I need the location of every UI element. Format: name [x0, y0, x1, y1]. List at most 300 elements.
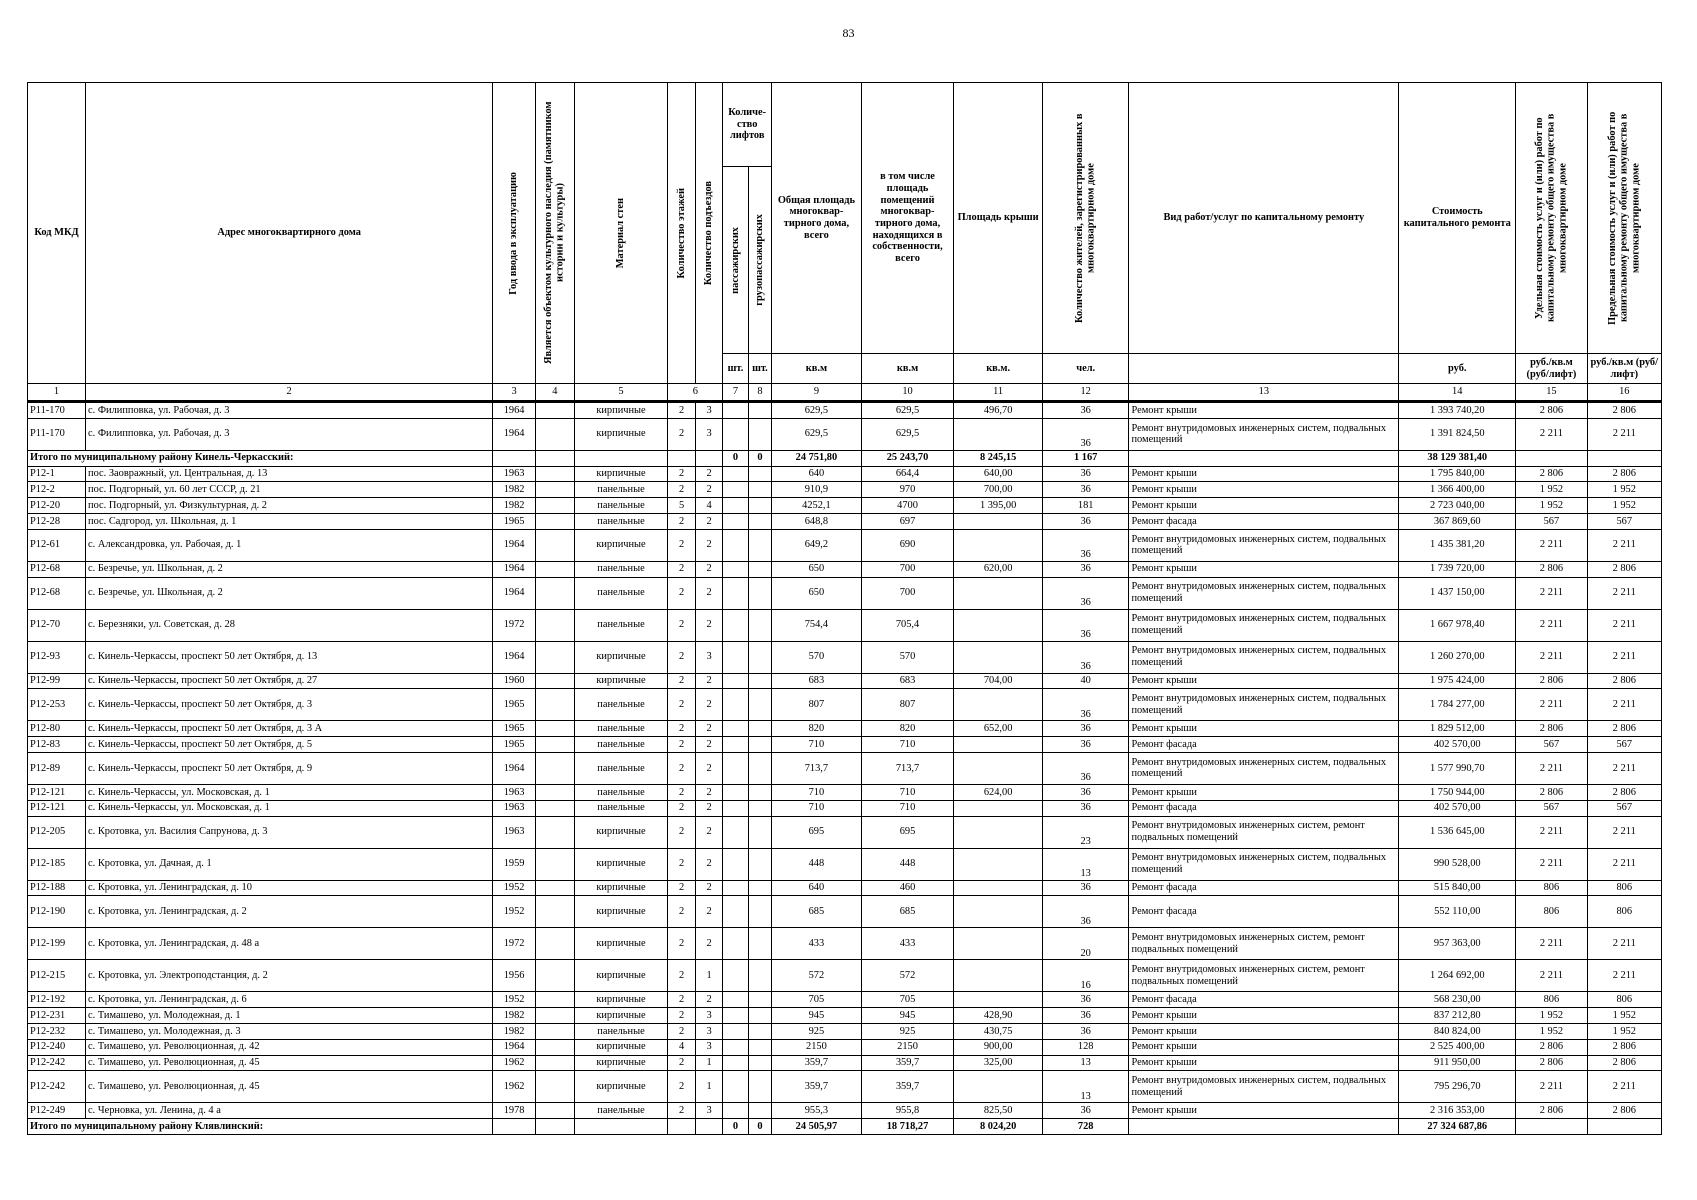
cell-heritage [535, 1055, 574, 1071]
cell-max-cost: 1 952 [1587, 1023, 1661, 1039]
cell-roof-area [954, 577, 1043, 609]
cell-heritage [535, 992, 574, 1008]
cell-lifts-passenger [723, 816, 748, 848]
unit-roof-area: кв.м. [954, 354, 1043, 384]
cell-total-area: 650 [772, 577, 862, 609]
cell-entrances: 2 [695, 848, 722, 880]
cell-heritage [535, 529, 574, 561]
cell-max-cost: 2 211 [1587, 689, 1661, 721]
table-row [28, 960, 1662, 992]
cell-lifts-cargo [748, 513, 771, 529]
cell-total-area: 710 [772, 784, 862, 800]
cell-work-type: Ремонт внутридомовых инженерных систем, подвальных помещений [1129, 529, 1399, 561]
total-cost: 27 324 687,86 [1399, 1119, 1516, 1135]
cell-floors: 4 [668, 1039, 695, 1055]
cell-heritage [535, 1103, 574, 1119]
cell-roof-area: 700,00 [954, 482, 1043, 498]
cell-entrances: 1 [695, 1071, 722, 1103]
cell-residents: 36 [1042, 418, 1129, 450]
cell-entrances: 2 [695, 673, 722, 689]
cell-owned-area: 460 [861, 880, 954, 896]
cell-year: 1982 [493, 498, 536, 514]
table-row [28, 1023, 1662, 1039]
cell-cost: 515 840,00 [1399, 880, 1516, 896]
cell-address: с. Черновка, ул. Ленина, д. 4 а [86, 1103, 493, 1119]
cell-owned-area: 705 [861, 992, 954, 1008]
cell-floors: 2 [668, 529, 695, 561]
cell-cost: 990 528,00 [1399, 848, 1516, 880]
cell-roof-area: 620,00 [954, 561, 1043, 577]
cell-total-area: 925 [772, 1023, 862, 1039]
cell-work-type: Ремонт крыши [1129, 561, 1399, 577]
cell-entrances: 3 [695, 1023, 722, 1039]
cell-max-cost: 806 [1587, 880, 1661, 896]
cell-max-cost: 2 806 [1587, 402, 1661, 419]
header-lifts: Количе-ство лифтов [723, 83, 772, 167]
cell-heritage [535, 737, 574, 753]
cell-floors [668, 1119, 695, 1135]
cell-code: Р12-61 [28, 529, 86, 561]
cell-work-type: Ремонт фасада [1129, 800, 1399, 816]
cell-max-cost: 2 211 [1587, 529, 1661, 561]
cell-total-area: 955,3 [772, 1103, 862, 1119]
cell-unit-cost: 2 211 [1516, 689, 1587, 721]
cell-cost: 837 212,80 [1399, 1008, 1516, 1024]
cell-material: панельные [574, 513, 668, 529]
cell-residents: 16 [1042, 960, 1129, 992]
cell-work-type: Ремонт внутридомовых инженерных систем, подвальных помещений [1129, 689, 1399, 721]
cell-address: с. Филипповка, ул. Рабочая, д. 3 [86, 402, 493, 419]
cell-floors: 2 [668, 848, 695, 880]
cell-work-type: Ремонт крыши [1129, 1103, 1399, 1119]
cell-owned-area: 700 [861, 577, 954, 609]
cell-owned-area: 695 [861, 816, 954, 848]
cell-code: Р12-28 [28, 513, 86, 529]
column-number: 10 [861, 384, 954, 402]
cell-lifts-passenger [723, 402, 748, 419]
cell-heritage [535, 816, 574, 848]
table-row [28, 880, 1662, 896]
cell-lifts-cargo [748, 1071, 771, 1103]
cell-roof-area: 1 395,00 [954, 498, 1043, 514]
column-number: 13 [1129, 384, 1399, 402]
cell-address: с. Кротовка, ул. Ленинградская, д. 6 [86, 992, 493, 1008]
table-row [28, 673, 1662, 689]
cell-cost: 1 437 150,00 [1399, 577, 1516, 609]
cell-work-type: Ремонт внутридомовых инженерных систем, подвальных помещений [1129, 609, 1399, 641]
header-heritage: Является объектом культурного наследия (памятником истории и культуры) [535, 83, 574, 384]
cell-work-type: Ремонт крыши [1129, 1039, 1399, 1055]
cell-heritage [535, 896, 574, 928]
cell-material: панельные [574, 498, 668, 514]
cell-entrances: 1 [695, 960, 722, 992]
cell-floors: 2 [668, 752, 695, 784]
cell-lifts-cargo [748, 752, 771, 784]
cell-heritage [535, 752, 574, 784]
cell-work [1129, 1119, 1399, 1135]
cell-year [493, 1119, 536, 1135]
cell-lifts-cargo [748, 673, 771, 689]
cell-lifts-passenger [723, 1055, 748, 1071]
cell-heritage [535, 673, 574, 689]
cell-lifts-passenger [723, 1023, 748, 1039]
cell-lifts-cargo [748, 498, 771, 514]
cell-max-cost: 2 211 [1587, 577, 1661, 609]
cell-roof-area: 624,00 [954, 784, 1043, 800]
cell-year: 1964 [493, 402, 536, 419]
table-row [28, 561, 1662, 577]
cell-code: Р12-249 [28, 1103, 86, 1119]
cell-owned-area: 700 [861, 561, 954, 577]
cell-heritage [535, 1039, 574, 1055]
cell-lifts-passenger [723, 498, 748, 514]
cell-material: кирпичные [574, 848, 668, 880]
column-number: 9 [772, 384, 862, 402]
cell-cost: 1 795 840,00 [1399, 466, 1516, 482]
cell-heritage [535, 561, 574, 577]
cell-work-type: Ремонт внутридомовых инженерных систем, ремонт подвальных помещений [1129, 928, 1399, 960]
cell-work [1129, 450, 1399, 466]
cell-max-cost: 1 952 [1587, 1008, 1661, 1024]
cell-residents: 181 [1042, 498, 1129, 514]
cell-cost: 402 570,00 [1399, 737, 1516, 753]
cell-cost: 1 260 270,00 [1399, 641, 1516, 673]
cell-max-cost: 2 806 [1587, 561, 1661, 577]
cell-material: кирпичные [574, 466, 668, 482]
cell-owned-area: 710 [861, 800, 954, 816]
table-row [28, 402, 1662, 419]
cell-lifts-passenger [723, 1071, 748, 1103]
cell-residents: 36 [1042, 402, 1129, 419]
cell-unit-cost: 567 [1516, 800, 1587, 816]
cell-lifts-cargo [748, 1103, 771, 1119]
cell-entrances: 2 [695, 880, 722, 896]
cell-material: панельные [574, 784, 668, 800]
cell-cost: 1 536 645,00 [1399, 816, 1516, 848]
cell-address: с. Кротовка, ул. Ленинградская, д. 48 а [86, 928, 493, 960]
cell-total-area: 433 [772, 928, 862, 960]
cell-material: панельные [574, 561, 668, 577]
cell-floors [668, 450, 695, 466]
cell-material: кирпичные [574, 402, 668, 419]
cell-address: с. Кинель-Черкассы, ул. Московская, д. 1 [86, 800, 493, 816]
table-row [28, 418, 1662, 450]
cell-address: с. Кинель-Черкассы, проспект 50 лет Октября, д. 3 А [86, 721, 493, 737]
cell-owned-area: 685 [861, 896, 954, 928]
cell-max-cost: 806 [1587, 992, 1661, 1008]
table-row [28, 466, 1662, 482]
cell-residents: 36 [1042, 577, 1129, 609]
table-row [28, 928, 1662, 960]
column-number: 3 [493, 384, 536, 402]
cell-material: панельные [574, 721, 668, 737]
cell-year: 1982 [493, 482, 536, 498]
cell-material [574, 450, 668, 466]
cell-max-cost: 2 211 [1587, 960, 1661, 992]
cell-residents: 36 [1042, 721, 1129, 737]
cell-residents: 36 [1042, 784, 1129, 800]
cell-roof-area: 430,75 [954, 1023, 1043, 1039]
total-label: Итого по муниципальному району Кинель-Черкасский: [28, 450, 493, 466]
cell-roof-area [954, 960, 1043, 992]
column-number: 5 [574, 384, 668, 402]
cell-owned-area: 359,7 [861, 1071, 954, 1103]
cell-material: кирпичные [574, 1055, 668, 1071]
cell-lifts-passenger [723, 1008, 748, 1024]
cell-code: Р12-99 [28, 673, 86, 689]
cell-heritage [535, 418, 574, 450]
cell-entrances: 2 [695, 737, 722, 753]
cell-entrances: 3 [695, 641, 722, 673]
cell-cost: 957 363,00 [1399, 928, 1516, 960]
cell-heritage [535, 402, 574, 419]
cell-max-cost: 2 211 [1587, 641, 1661, 673]
cell-code: Р12-121 [28, 800, 86, 816]
cell-work-type: Ремонт крыши [1129, 482, 1399, 498]
cell-unit-cost [1516, 1119, 1587, 1135]
cell-residents: 36 [1042, 641, 1129, 673]
cell-unit-cost: 2 211 [1516, 928, 1587, 960]
cell-owned-area: 664,4 [861, 466, 954, 482]
total-lifts-passenger: 0 [723, 1119, 748, 1135]
cell-heritage [535, 784, 574, 800]
cell-cost: 552 110,00 [1399, 896, 1516, 928]
cell-code: Р12-199 [28, 928, 86, 960]
table-row [28, 784, 1662, 800]
cell-floors: 2 [668, 928, 695, 960]
cell-roof-area [954, 880, 1043, 896]
cell-floors: 2 [668, 402, 695, 419]
header-residents: Количество жителей, зарегистрированных в многоквартирном доме [1042, 83, 1129, 354]
cell-max-cost: 567 [1587, 800, 1661, 816]
cell-lifts-passenger [723, 482, 748, 498]
cell-material: кирпичные [574, 880, 668, 896]
cell-address: с. Кротовка, ул. Дачная, д. 1 [86, 848, 493, 880]
cell-owned-area: 697 [861, 513, 954, 529]
cell-roof-area [954, 737, 1043, 753]
cell-material: панельные [574, 737, 668, 753]
cell-unit-cost: 806 [1516, 880, 1587, 896]
total-label: Итого по муниципальному району Клявлинский: [28, 1119, 493, 1135]
cell-lifts-passenger [723, 737, 748, 753]
cell-material: кирпичные [574, 529, 668, 561]
cell-entrances: 2 [695, 609, 722, 641]
cell-roof-area [954, 1071, 1043, 1103]
cell-year: 1964 [493, 641, 536, 673]
cell-owned-area: 2150 [861, 1039, 954, 1055]
cell-code: Р12-192 [28, 992, 86, 1008]
cell-year: 1952 [493, 896, 536, 928]
cell-floors: 2 [668, 1023, 695, 1039]
cell-material: панельные [574, 577, 668, 609]
header-entrances: Количество подъездов [695, 83, 722, 384]
table-row [28, 482, 1662, 498]
cell-unit-cost: 2 211 [1516, 848, 1587, 880]
cell-year: 1965 [493, 689, 536, 721]
cell-floors: 2 [668, 482, 695, 498]
unit-cost: руб. [1399, 354, 1516, 384]
cell-total-area: 572 [772, 960, 862, 992]
cell-year: 1960 [493, 673, 536, 689]
table-row [28, 721, 1662, 737]
cell-material: кирпичные [574, 928, 668, 960]
cell-lifts-cargo [748, 880, 771, 896]
cell-floors: 2 [668, 1055, 695, 1071]
cell-material: кирпичные [574, 960, 668, 992]
cell-lifts-cargo [748, 561, 771, 577]
cell-heritage [535, 609, 574, 641]
cell-material: кирпичные [574, 896, 668, 928]
cell-unit-cost: 2 211 [1516, 418, 1587, 450]
cell-lifts-cargo [748, 609, 771, 641]
cell-floors: 2 [668, 721, 695, 737]
cell-cost: 1 829 512,00 [1399, 721, 1516, 737]
cell-residents: 40 [1042, 673, 1129, 689]
cell-cost: 1 366 400,00 [1399, 482, 1516, 498]
cell-heritage [535, 1008, 574, 1024]
cell-unit-cost: 567 [1516, 513, 1587, 529]
cell-year: 1965 [493, 513, 536, 529]
cell-entrances: 2 [695, 721, 722, 737]
cell-lifts-cargo [748, 577, 771, 609]
column-number: 16 [1587, 384, 1661, 402]
cell-lifts-cargo [748, 992, 771, 1008]
cell-roof-area [954, 800, 1043, 816]
header-owned-area: в том числе площадь помещений многоквар-тирного дома, находящихся в собственности, всего [861, 83, 954, 354]
total-owned-area: 25 243,70 [861, 450, 954, 466]
cell-heritage [535, 1023, 574, 1039]
cell-address: с. Александровка, ул. Рабочая, д. 1 [86, 529, 493, 561]
cell-work-type: Ремонт внутридомовых инженерных систем, подвальных помещений [1129, 752, 1399, 784]
cell-total-area: 4252,1 [772, 498, 862, 514]
cell-year: 1964 [493, 1039, 536, 1055]
cell-floors: 2 [668, 880, 695, 896]
cell-total-area: 649,2 [772, 529, 862, 561]
cell-unit-cost: 2 806 [1516, 1055, 1587, 1071]
total-row [28, 1119, 1662, 1135]
cell-unit-cost: 806 [1516, 992, 1587, 1008]
cell-floors: 2 [668, 896, 695, 928]
cell-residents: 13 [1042, 1071, 1129, 1103]
cell-residents: 36 [1042, 609, 1129, 641]
cell-max-cost: 806 [1587, 896, 1661, 928]
total-owned-area: 18 718,27 [861, 1119, 954, 1135]
cell-work-type: Ремонт фасада [1129, 737, 1399, 753]
cell-entrances [695, 1119, 722, 1135]
cell-total-area: 359,7 [772, 1055, 862, 1071]
cell-total-area: 640 [772, 880, 862, 896]
cell-lifts-cargo [748, 784, 771, 800]
cell-unit-cost: 2 806 [1516, 721, 1587, 737]
cell-entrances: 2 [695, 816, 722, 848]
cell-residents: 36 [1042, 689, 1129, 721]
cell-roof-area: 900,00 [954, 1039, 1043, 1055]
cell-year: 1952 [493, 880, 536, 896]
table-row [28, 1008, 1662, 1024]
cell-year: 1962 [493, 1055, 536, 1071]
cell-material [574, 1119, 668, 1135]
cell-year: 1965 [493, 737, 536, 753]
cell-owned-area: 433 [861, 928, 954, 960]
cell-residents: 23 [1042, 816, 1129, 848]
cell-code: Р12-89 [28, 752, 86, 784]
cell-unit-cost: 2 211 [1516, 641, 1587, 673]
cell-material: кирпичные [574, 1071, 668, 1103]
cell-work-type: Ремонт внутридомовых инженерных систем, ремонт подвальных помещений [1129, 960, 1399, 992]
cell-address: с. Кротовка, ул. Ленинградская, д. 10 [86, 880, 493, 896]
cell-lifts-passenger [723, 880, 748, 896]
cell-unit-cost [1516, 450, 1587, 466]
cell-work-type: Ремонт фасада [1129, 896, 1399, 928]
cell-lifts-cargo [748, 1055, 771, 1071]
cell-lifts-passenger [723, 513, 748, 529]
cell-lifts-passenger [723, 673, 748, 689]
unit-residents: чел. [1042, 354, 1129, 384]
cell-floors: 2 [668, 561, 695, 577]
cell-floors: 2 [668, 800, 695, 816]
cell-entrances: 2 [695, 482, 722, 498]
header-year: Год ввода в эксплуатацию [493, 83, 536, 384]
cell-lifts-cargo [748, 418, 771, 450]
cell-heritage [535, 848, 574, 880]
cell-address: с. Тимашево, ул. Молодежная, д. 1 [86, 1008, 493, 1024]
cell-cost: 1 435 381,20 [1399, 529, 1516, 561]
cell-owned-area: 713,7 [861, 752, 954, 784]
cell-roof-area: 428,90 [954, 1008, 1043, 1024]
cell-lifts-passenger [723, 992, 748, 1008]
cell-roof-area [954, 529, 1043, 561]
cell-lifts-cargo [748, 1008, 771, 1024]
cell-roof-area: 652,00 [954, 721, 1043, 737]
unit-total-area: кв.м [772, 354, 862, 384]
cell-total-area: 945 [772, 1008, 862, 1024]
cell-lifts-cargo [748, 721, 771, 737]
cell-cost: 1 577 990,70 [1399, 752, 1516, 784]
cell-max-cost: 2 211 [1587, 928, 1661, 960]
cell-owned-area: 710 [861, 784, 954, 800]
table-row [28, 641, 1662, 673]
cell-unit-cost: 1 952 [1516, 1008, 1587, 1024]
cell-heritage [535, 689, 574, 721]
cell-work-type: Ремонт крыши [1129, 466, 1399, 482]
cell-heritage [535, 800, 574, 816]
cell-material: панельные [574, 1103, 668, 1119]
cell-work-type: Ремонт крыши [1129, 1008, 1399, 1024]
cell-lifts-cargo [748, 816, 771, 848]
cell-roof-area [954, 689, 1043, 721]
cell-roof-area: 825,50 [954, 1103, 1043, 1119]
cell-total-area: 820 [772, 721, 862, 737]
cell-heritage [535, 641, 574, 673]
cell-max-cost [1587, 450, 1661, 466]
cell-roof-area [954, 896, 1043, 928]
cell-total-area: 629,5 [772, 402, 862, 419]
unit-work [1129, 354, 1399, 384]
cell-floors: 2 [668, 737, 695, 753]
cell-lifts-cargo [748, 529, 771, 561]
cell-lifts-passenger [723, 784, 748, 800]
column-number: 6 [668, 384, 723, 402]
cell-unit-cost: 2 211 [1516, 816, 1587, 848]
cell-total-area: 807 [772, 689, 862, 721]
cell-entrances: 2 [695, 577, 722, 609]
cell-work-type: Ремонт крыши [1129, 784, 1399, 800]
column-number: 11 [954, 384, 1043, 402]
cell-total-area: 695 [772, 816, 862, 848]
header-work-type: Вид работ/услуг по капитальному ремонту [1129, 83, 1399, 354]
column-number: 7 [723, 384, 748, 402]
cell-heritage [535, 577, 574, 609]
